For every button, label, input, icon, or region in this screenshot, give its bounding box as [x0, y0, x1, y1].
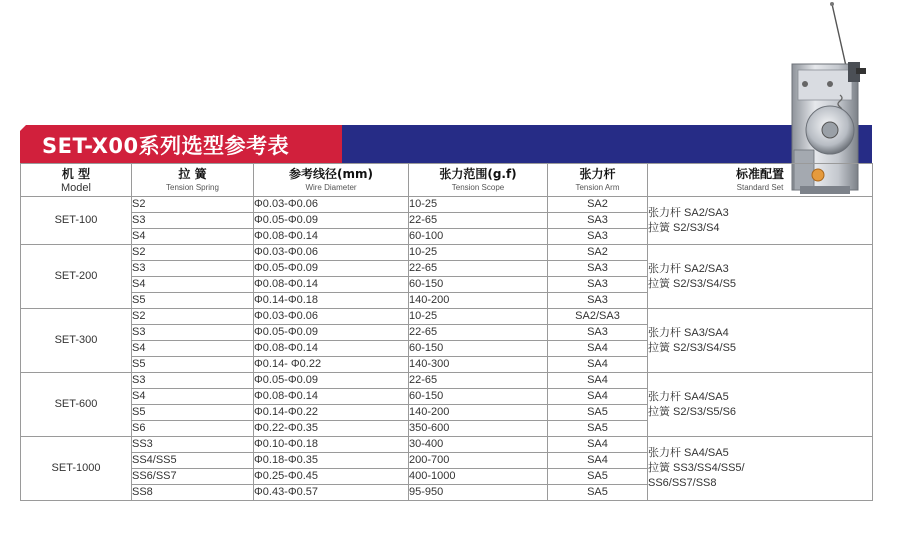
spring-cell: SS4/SS5: [132, 453, 254, 469]
spring-cell: S2: [132, 309, 254, 325]
arm-cell: SA2: [548, 197, 648, 213]
arm-cell: SA5: [548, 405, 648, 421]
config-cell: 张力杆 SA4/SA5 拉簧 S2/S3/S5/S6: [648, 373, 873, 437]
spring-cell: S4: [132, 389, 254, 405]
range-cell: 140-300: [409, 357, 548, 373]
wire-cell: Φ0.08-Φ0.14: [254, 389, 409, 405]
range-cell: 60-150: [409, 277, 548, 293]
wire-cell: Φ0.22-Φ0.35: [254, 421, 409, 437]
range-cell: 400-1000: [409, 469, 548, 485]
arm-cell: SA2/SA3: [548, 309, 648, 325]
wire-cell: Φ0.05-Φ0.09: [254, 261, 409, 277]
header-arm: 张力杆 Tension Arm: [548, 164, 648, 197]
arm-cell: SA3: [548, 213, 648, 229]
wire-cell: Φ0.14- Φ0.22: [254, 357, 409, 373]
spring-cell: S6: [132, 421, 254, 437]
spring-cell: S3: [132, 213, 254, 229]
table-row: [21, 309, 873, 325]
wire-cell: Φ0.03-Φ0.06: [254, 309, 409, 325]
wire-cell: Φ0.14-Φ0.18: [254, 293, 409, 309]
spring-cell: SS8: [132, 485, 254, 501]
wire-cell: Φ0.43-Φ0.57: [254, 485, 409, 501]
wire-cell: Φ0.08-Φ0.14: [254, 229, 409, 245]
range-cell: 140-200: [409, 405, 548, 421]
spring-cell: S3: [132, 325, 254, 341]
arm-cell: SA3: [548, 229, 648, 245]
wire-cell: Φ0.18-Φ0.35: [254, 453, 409, 469]
range-cell: 10-25: [409, 245, 548, 261]
arm-cell: SA4: [548, 373, 648, 389]
spring-cell: S5: [132, 357, 254, 373]
spring-cell: S4: [132, 229, 254, 245]
arm-cell: SA2: [548, 245, 648, 261]
header-range: 张力范围(g.f) Tension Scope: [409, 164, 548, 197]
header-spring: 拉 簧 Tension Spring: [132, 164, 254, 197]
config-cell: 张力杆 SA3/SA4 拉簧 S2/S3/S4/S5: [648, 309, 873, 373]
arm-cell: SA4: [548, 437, 648, 453]
wire-cell: Φ0.03-Φ0.06: [254, 245, 409, 261]
model-cell: SET-600: [21, 373, 132, 437]
spring-cell: S5: [132, 405, 254, 421]
range-cell: 60-100: [409, 229, 548, 245]
config-cell: 张力杆 SA4/SA5 拉簧 SS3/SS4/SS5/ SS6/SS7/SS8: [648, 437, 873, 501]
spring-cell: S4: [132, 341, 254, 357]
arm-cell: SA4: [548, 357, 648, 373]
table-row: [21, 437, 873, 453]
spring-cell: SS3: [132, 437, 254, 453]
spring-cell: S3: [132, 261, 254, 277]
arm-cell: SA4: [548, 389, 648, 405]
spring-cell: S4: [132, 277, 254, 293]
header-row: [21, 164, 873, 197]
config-cell: 张力杆 SA2/SA3 拉簧 S2/S3/S4: [648, 197, 873, 245]
header-wire: 参考线径(mm) Wire Diameter: [254, 164, 409, 197]
title-banner: [20, 125, 872, 163]
config-cell: 张力杆 SA2/SA3 拉簧 S2/S3/S4/S5: [648, 245, 873, 309]
range-cell: 140-200: [409, 293, 548, 309]
range-cell: 95-950: [409, 485, 548, 501]
arm-cell: SA5: [548, 469, 648, 485]
model-cell: SET-1000: [21, 437, 132, 501]
wire-cell: Φ0.10-Φ0.18: [254, 437, 409, 453]
wire-cell: Φ0.25-Φ0.45: [254, 469, 409, 485]
wire-cell: Φ0.03-Φ0.06: [254, 197, 409, 213]
range-cell: 350-600: [409, 421, 548, 437]
wire-cell: Φ0.05-Φ0.09: [254, 373, 409, 389]
spring-cell: S2: [132, 197, 254, 213]
spring-cell: S2: [132, 245, 254, 261]
range-cell: 22-65: [409, 213, 548, 229]
model-cell: SET-200: [21, 245, 132, 309]
spring-cell: S5: [132, 293, 254, 309]
table-row: [21, 245, 873, 261]
arm-cell: SA5: [548, 485, 648, 501]
arm-cell: SA3: [548, 261, 648, 277]
range-cell: 22-65: [409, 325, 548, 341]
spring-cell: SS6/SS7: [132, 469, 254, 485]
arm-cell: SA3: [548, 325, 648, 341]
arm-cell: SA3: [548, 277, 648, 293]
spring-cell: S3: [132, 373, 254, 389]
model-cell: SET-300: [21, 309, 132, 373]
header-model: 机 型 Model: [21, 164, 132, 197]
range-cell: 10-25: [409, 309, 548, 325]
arm-cell: SA4: [548, 453, 648, 469]
wire-cell: Φ0.05-Φ0.09: [254, 213, 409, 229]
arm-cell: SA3: [548, 293, 648, 309]
table-row: [21, 197, 873, 213]
range-cell: 10-25: [409, 197, 548, 213]
table-row: [21, 373, 873, 389]
range-cell: 22-65: [409, 261, 548, 277]
wire-cell: Φ0.14-Φ0.22: [254, 405, 409, 421]
range-cell: 30-400: [409, 437, 548, 453]
model-cell: SET-100: [21, 197, 132, 245]
header-config: 标准配置 Standard Set: [648, 164, 873, 197]
arm-cell: SA5: [548, 421, 648, 437]
spec-table: [20, 163, 873, 501]
page-title: SET-X00系列选型参考表: [42, 134, 290, 158]
range-cell: 22-65: [409, 373, 548, 389]
wire-cell: Φ0.08-Φ0.14: [254, 277, 409, 293]
wire-cell: Φ0.08-Φ0.14: [254, 341, 409, 357]
wire-cell: Φ0.05-Φ0.09: [254, 325, 409, 341]
arm-cell: SA4: [548, 341, 648, 357]
range-cell: 60-150: [409, 341, 548, 357]
range-cell: 60-150: [409, 389, 548, 405]
range-cell: 200-700: [409, 453, 548, 469]
